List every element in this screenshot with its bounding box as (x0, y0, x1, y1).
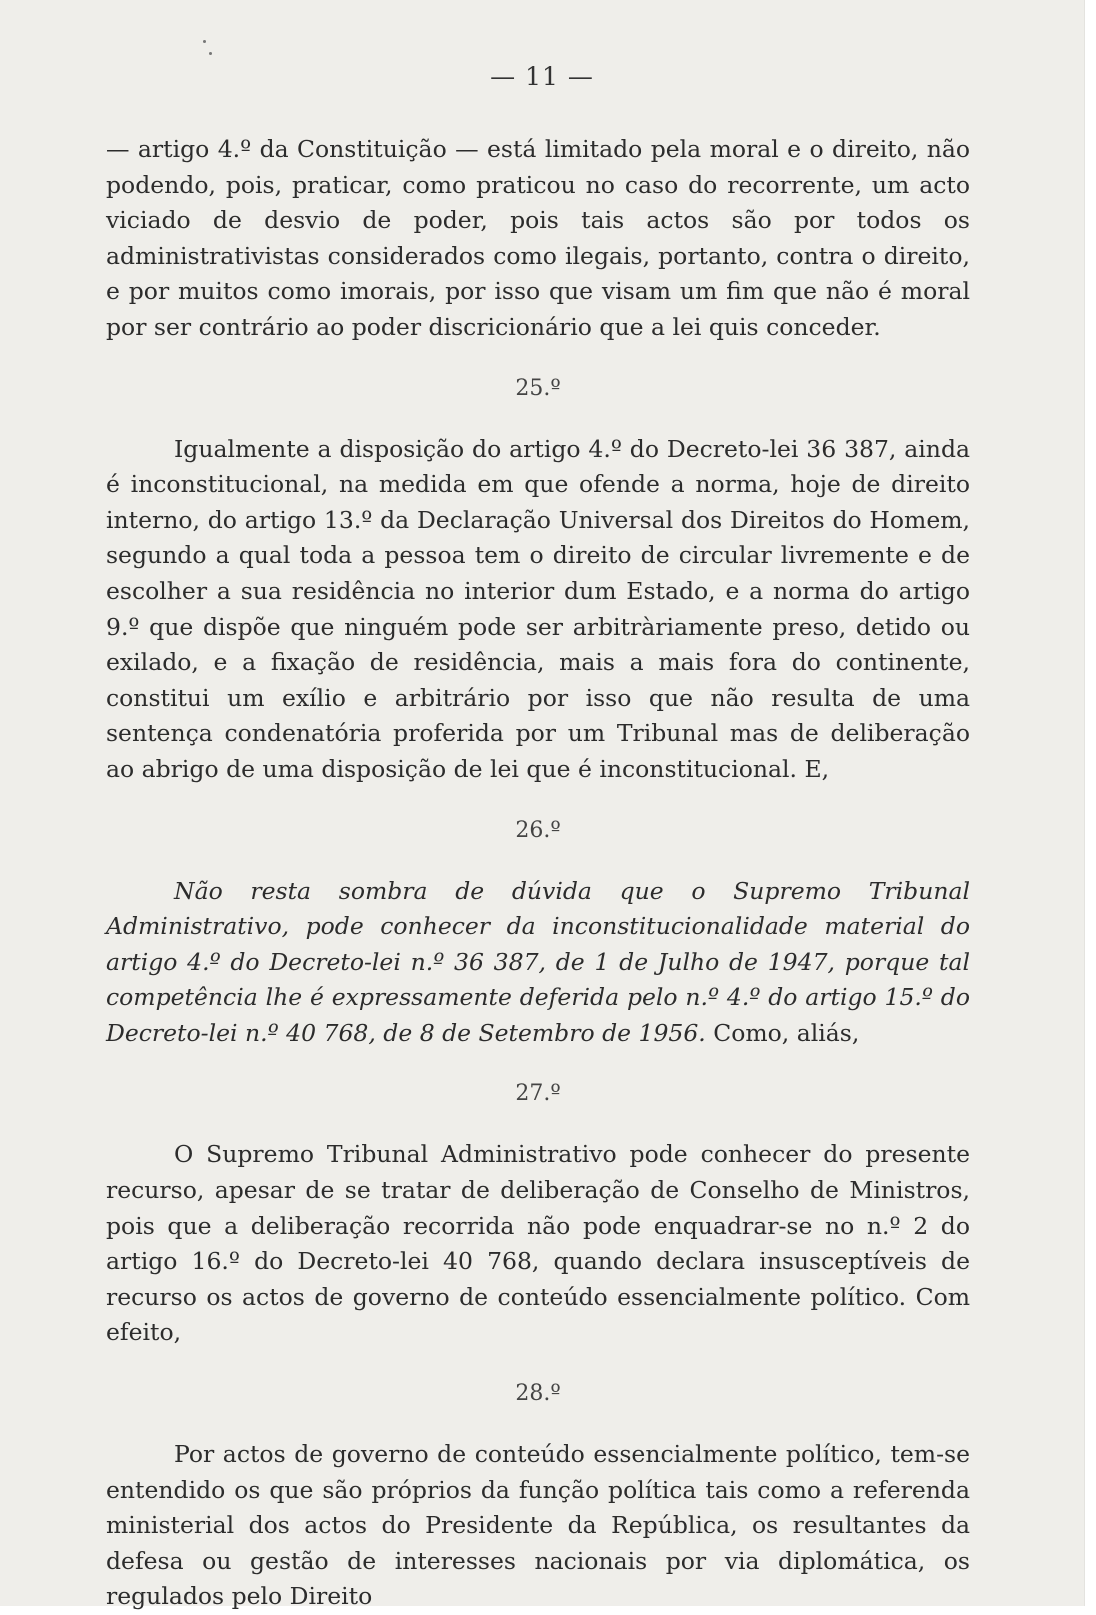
paragraph-26-text: Como, aliás, (705, 1018, 860, 1047)
page-number: — 11 — (490, 62, 594, 91)
paragraph-continuation: — artigo 4.º da Constituição — está limitado pela moral e o direito, não podendo, pois, praticar, como praticou no caso do recorrente, um acto viciado de desvio de poder, pois tais actos são por todos os administrativistas considerados como ilegais, portanto, contra o direito, e por muitos como imorais, por isso que visam um fim que não é moral por ser contrário ao poder discricionário que a lei quis conceder. (106, 135, 970, 341)
section-number-27: 27.º (515, 1081, 561, 1107)
paragraph-27: O Supremo Tribunal Administrativo pode conhecer do presente recurso, apesar de se tratar de deliberação de Conselho de Ministros, pois que a deliberação recorrida não pode enquadrar-se no n.º 2 do artigo 16.º do Decreto-lei 40 768, quando declara insusceptíveis de recurso os actos de governo de conteúdo essencialmente político. Com efeito, (106, 1140, 970, 1347)
section-number-28: 28.º (515, 1381, 561, 1407)
document-body (106, 132, 970, 1615)
section-number-25: 25.º (515, 375, 561, 401)
paragraph-26 (106, 874, 970, 1052)
paragraph-26-italic-text: Não resta sombra de dúvida que o Supremo Tribunal Administrativo, pode conhecer da inconstitucionalidade material do artigo 4.º do Decreto-lei n.º 36 387, de 1 de Julho de 1947, porque tal competência lhe é expressamente deferida pelo n.º 4.º do artigo 15.º do Decreto-lei n.º 40 768, de 8 de Setembro de 1956. (106, 876, 970, 1047)
paragraph-25: Igualmente a disposição do artigo 4.º do Decreto-lei 36 387, ainda é inconstitucional, na medida em que ofende a norma, hoje de direito interno, do artigo 13.º da Declaração Universal dos Direitos do Homem, segundo a qual toda a pessoa tem o direito de circular livremente e de escolher a sua residência no interior dum Estado, e a norma do artigo 9.º que dispõe que ninguém pode ser arbitràriamente preso, detido ou exilado, e a fixação de residência, mais a mais fora do continente, constitui um exílio e arbitrário por isso que não resulta de uma sentença condenatória proferida por um Tribunal mas de deliberação ao abrigo de uma disposição de lei que é inconstitucional. E, (106, 434, 970, 783)
section-number-26: 26.º (515, 817, 561, 843)
paragraph-28: Por actos de governo de conteúdo essencialmente político, tem-se entendido os que são próprios da função política tais como a referenda ministerial dos actos do Presidente da República, os resultantes da defesa ou gestão de interesses nacionais por via diplomática, os regulados pelo Direito (106, 1440, 970, 1611)
speck-mark (203, 40, 206, 43)
speck-mark (209, 52, 212, 55)
